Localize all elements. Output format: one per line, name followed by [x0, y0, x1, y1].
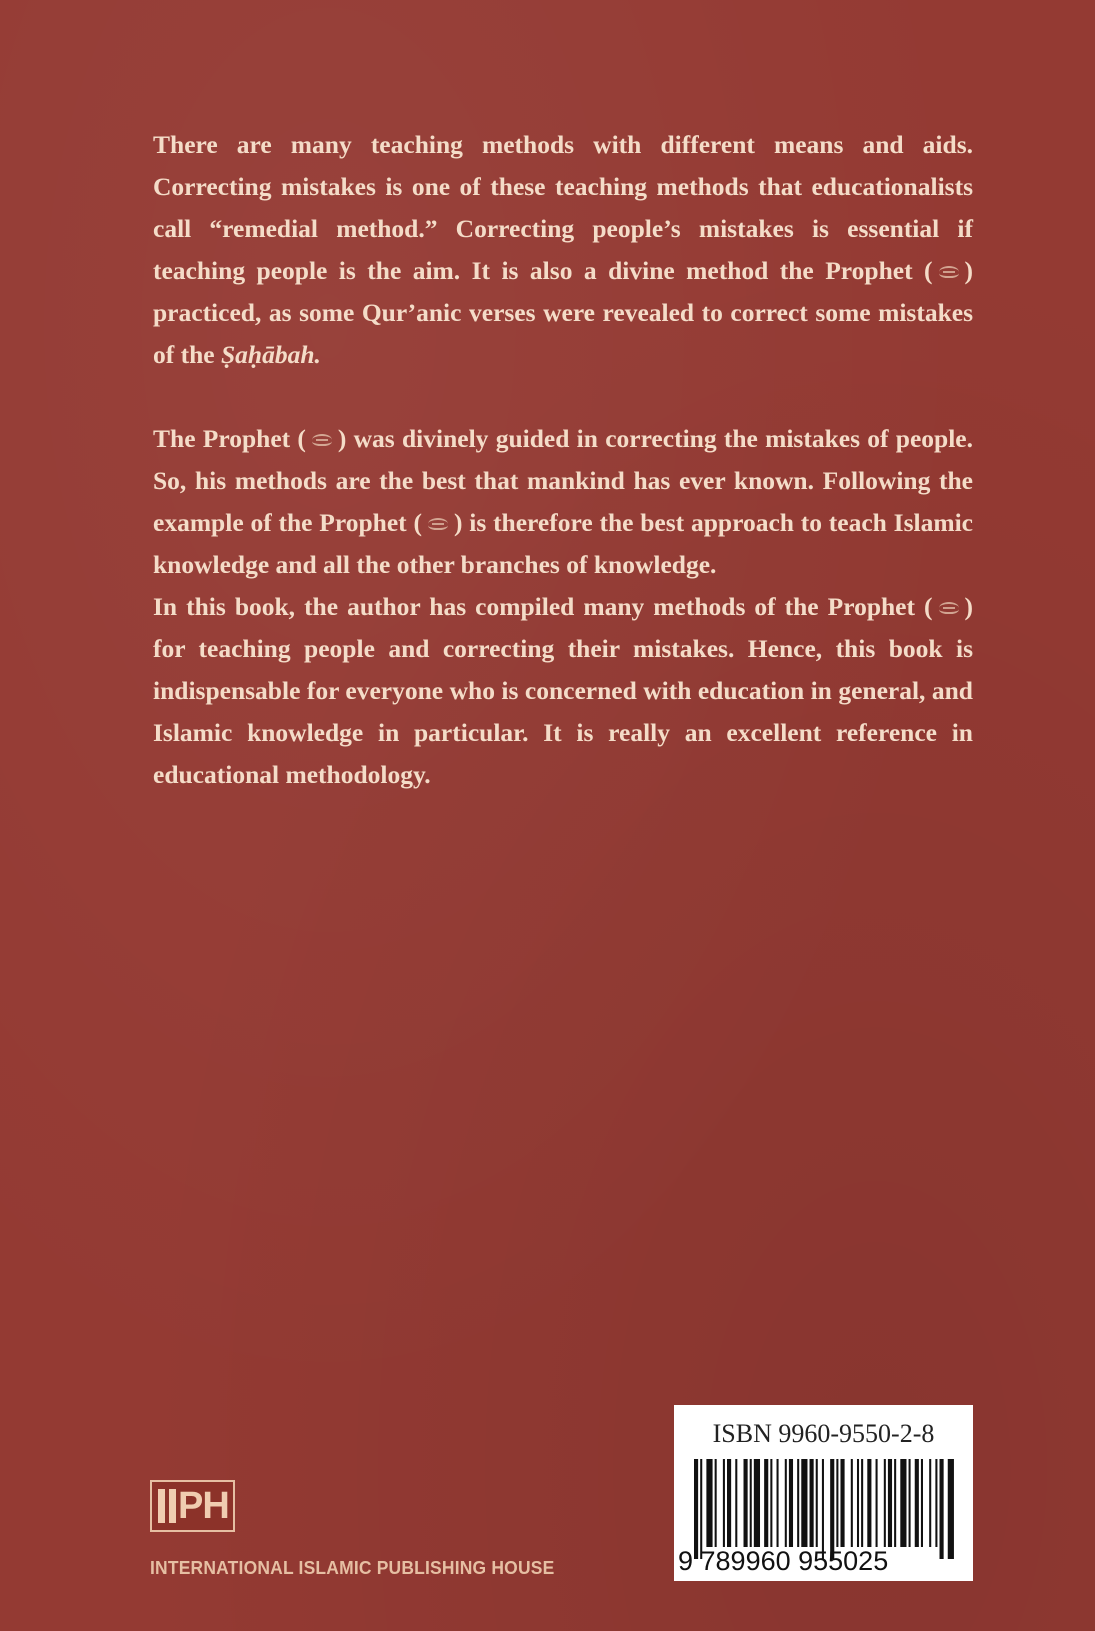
barcode-bar [770, 1459, 772, 1547]
isbn-barcode-box [674, 1405, 973, 1581]
barcode-bar [915, 1459, 919, 1547]
iiph-logo [150, 1480, 235, 1532]
barcode-bar [797, 1459, 799, 1547]
barcode-bar [822, 1459, 824, 1559]
blurb-p3-part1: In this book, the author has compiled many methods of the Prophet ( [153, 592, 933, 621]
barcode-bar [857, 1459, 859, 1547]
barcode-bar [921, 1459, 923, 1547]
salutation-icon [937, 599, 961, 617]
salutation-icon [937, 263, 961, 281]
barcode-bar [861, 1459, 863, 1547]
barcode-bar [948, 1459, 954, 1559]
barcode-bar [700, 1459, 702, 1559]
barcode-bar [750, 1459, 752, 1547]
barcode-bar [816, 1459, 818, 1547]
blurb-p2-part2: ) was divinely guided in correcting the mistakes of people. So, his methods are the best that mankind has ever known. Following the example of the Prophet ( [153, 424, 973, 537]
barcode-bar [754, 1459, 760, 1547]
barcode-bar [830, 1459, 834, 1559]
barcode-digits: 9 789960 955025 [678, 1546, 889, 1576]
salutation-icon [310, 431, 334, 449]
barcode-bar [840, 1459, 844, 1547]
barcode-bar [940, 1459, 944, 1559]
barcode-bar [785, 1459, 787, 1547]
barcode-bar [694, 1459, 698, 1559]
blurb-p1-part2: ) practiced, as some Qur’anic verses were revealed to correct some mistakes of the [153, 256, 973, 369]
blurb-p1-sahabah: Ṣaḥābah. [220, 340, 321, 369]
barcode-icon [694, 1459, 956, 1559]
barcode-bar [888, 1459, 892, 1547]
logo-text: PH [178, 1485, 229, 1527]
blurb-p1-part1: There are many teaching methods with different means and aids. Correcting mistakes is one of these teaching methods that educationalists call “remedial method.” Correcting people’s mistakes is essential if teaching people is the aim. It is also a divine method the Prophet ( [153, 130, 973, 285]
blurb-text [153, 124, 973, 796]
barcode-bar [723, 1459, 725, 1547]
logo-bars [158, 1489, 176, 1523]
barcode-bar [900, 1459, 906, 1547]
iiph-logo-icon [150, 1480, 235, 1532]
barcode-bar [909, 1459, 911, 1547]
barcode-bar [764, 1459, 768, 1547]
barcode-bar [929, 1459, 931, 1547]
blurb-p2-part3: ) is therefore the best approach to teach Islamic knowledge and all the other branches of knowledge. [153, 508, 973, 579]
barcode-bar [836, 1459, 838, 1547]
barcode-bar [715, 1459, 717, 1547]
isbn-label: ISBN 9960-9550-2-8 [712, 1419, 935, 1448]
barcode-bar [801, 1459, 807, 1547]
salutation-icon [426, 515, 450, 533]
barcode-bar [735, 1459, 737, 1547]
barcode-bar [706, 1459, 712, 1547]
barcode-bar [727, 1459, 731, 1547]
blurb-paragraph-1 [153, 124, 973, 376]
barcode-bar [894, 1459, 896, 1547]
barcode-bar [876, 1459, 878, 1547]
blurb-paragraph-2 [153, 418, 973, 586]
barcode-bar [867, 1459, 871, 1547]
blurb-p2-part1: The Prophet ( [153, 424, 306, 453]
barcode-bar [789, 1459, 793, 1547]
barcode-bar [851, 1459, 853, 1547]
barcode-bar [777, 1459, 779, 1547]
barcode-bar [810, 1459, 814, 1547]
barcode-bar [744, 1459, 748, 1547]
blurb-p3-part2: ) for teaching people and correcting their mistakes. Hence, this book is indispensable for everyone who is concerned with education in general, and Islamic knowledge in particular. It is really an excellent reference in educational methodology. [153, 592, 973, 789]
blurb-paragraph-3 [153, 586, 973, 796]
barcode-bar [935, 1459, 937, 1547]
barcode-bar [884, 1459, 886, 1547]
publisher-name: INTERNATIONAL ISLAMIC PUBLISHING HOUSE [150, 1558, 555, 1578]
